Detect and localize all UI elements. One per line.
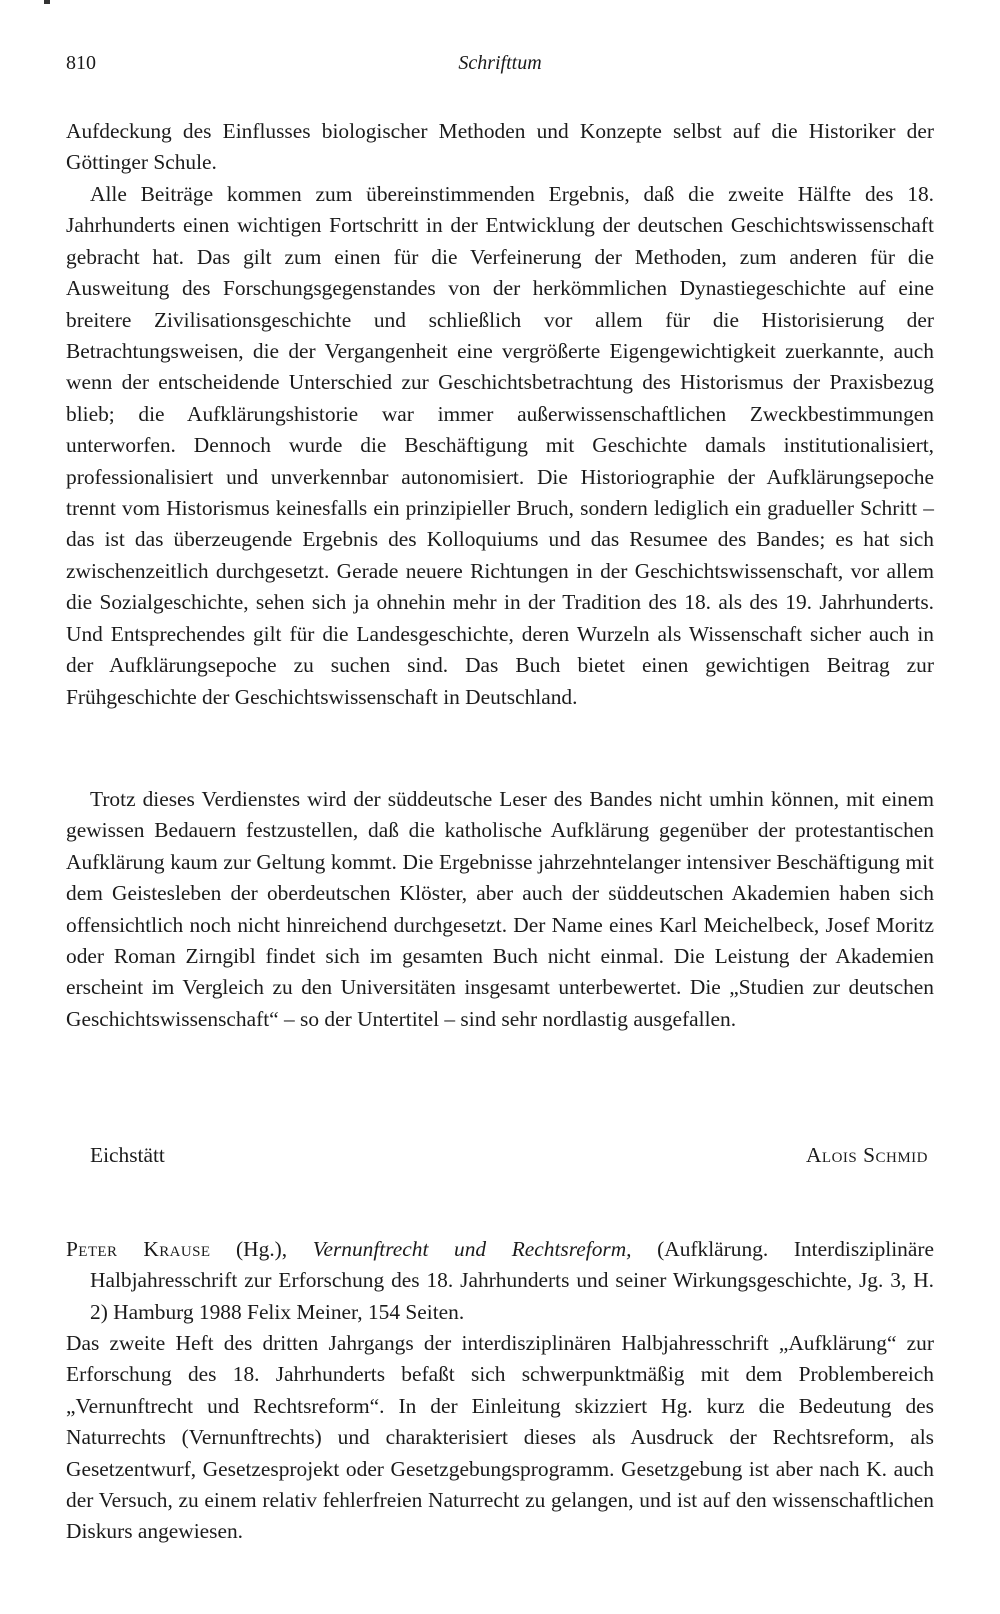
page-number: 810 — [66, 52, 96, 74]
review-place: Eichstätt — [90, 1143, 165, 1167]
running-head — [66, 52, 934, 82]
reviewer-name: Alois Schmid — [805, 1143, 928, 1167]
review-paragraph-3: Trotz dieses Verdienstes wird der süddeutsche Leser des Bandes nicht umhin können, mit einem gewissen Bedauern festzustellen, daß die katholische Aufklärung gegenüber der protestantischen Aufklärung kaum zur Geltung kommt. Die Ergebnisse jahrzehntelanger intensiver Beschäftigung mit dem Geistesleben der oberdeutschen Klöster, aber auch der süddeutschen Akademien haben sich offensichtlich noch nicht hinreichend durchgesetzt. Der Name eines Karl Meichelbeck, Josef Moritz oder Roman Zirngibl findet sich im gesamten Buch nicht einmal. Die Leistung der Akademien erscheint im Vergleich zu den Universitäten insgesamt unterbewertet. Die „Studien zur deutschen Geschichtswissenschaft“ – so der Untertitel – sind sehr nordlastig ausgefallen. — [66, 787, 934, 1031]
citation-title: Vernunftrecht und Rechtsreform, — [312, 1237, 632, 1261]
review-2-paragraph-1: Das zweite Heft des dritten Jahrgangs der interdisziplinären Halbjahresschrift „Aufklärung“ zur Erforschung des 18. Jahrhunderts befaßt sich schwerpunktmäßig mit dem Problembereich „Vernunftrecht und Rechtsreform“. In der Einleitung skizziert Hg. kurz die Bedeutung des Naturrechts (Vernunftrechts) und charakterisiert dieses als Ausdruck der Rechtsreform, als Gesetzentwurf, Gesetzesprojekt oder Gesetzgebungsprogramm. Gesetzgebung ist aber nach K. auch der Versuch, zu einem relativ fehlerfreien Naturrecht zu gelangen, und ist auf den wissenschaftlichen Diskurs angewiesen. — [66, 1331, 934, 1544]
review-paragraph-2: Alle Beiträge kommen zum übereinstimmenden Ergebnis, daß die zweite Hälfte des 18. Jahrhunderts einen wichtigen Fortschritt in der Entwicklung der deutschen Geschichtswissenschaft gebracht hat. Das gilt zum einen für die Verfeinerung der Methoden, zum anderen für die Ausweitung des Forschungsgegenstandes von der herkömmlichen Dynastiegeschichte auf eine breitere Zivilisationsgeschichte und schließlich vor allem für die Historisierung der Betrachtungsweisen, die der Vergangenheit eine vergrößerte Eigengewichtigkeit zuerkannte, auch wenn der entscheidende Unterschied zur Geschichtsbetrachtung des Historismus der Praxisbezug blieb; die Aufklärungshistorie war immer außerwissenschaftlichen Zweckbestimmungen unterworfen. Dennoch wurde die Beschäftigung mit Geschichte damals institutionalisiert, professionalisiert und unverkennbar autonomisiert. Die Historiographie der Aufklärungsepoche trennt vom Historismus keinesfalls ein prinzipieller Bruch, sondern lediglich ein gradueller Schritt – das ist das überzeugende Ergebnis des Kolloquiums und das Resumee des Bandes; es hat sich zwischenzeitlich durchgesetzt. Gerade neuere Richtungen in der Geschichtswissenschaft, vor allem die Sozialgeschichte, sehen sich ja ohnehin mehr in der Tradition des 18. als des 19. Jahrhunderts. Und Entsprechendes gilt für die Landesgeschichte, deren Wurzeln als Wissenschaft sicher auch in der Aufklärungsepoche zu suchen sind. Das Buch bietet einen gewichtigen Beitrag zur Frühgeschichte der Geschichtswissenschaft in Deutschland. — [66, 182, 934, 709]
running-title: Schrifttum — [458, 52, 542, 74]
review-paragraph-1: Aufdeckung des Einflusses biologischer Methoden und Konzepte selbst auf die Historiker der Göttinger Schule. — [66, 119, 934, 175]
scan-corner-mark — [44, 0, 50, 4]
citation-author: Peter Krause — [66, 1237, 211, 1261]
citation-editor-note: (Hg.), — [210, 1237, 313, 1261]
book-citation — [66, 1234, 934, 1328]
citation-details: (Aufklärung. Interdisziplinäre Halbjahresschrift zur Erforschung des 18. Jahrhunderts und seiner Wirkungsgeschichte, Jg. 3, H. 2) Hamburg 1988 Felix Meiner, 154 Seiten. — [90, 1237, 934, 1324]
